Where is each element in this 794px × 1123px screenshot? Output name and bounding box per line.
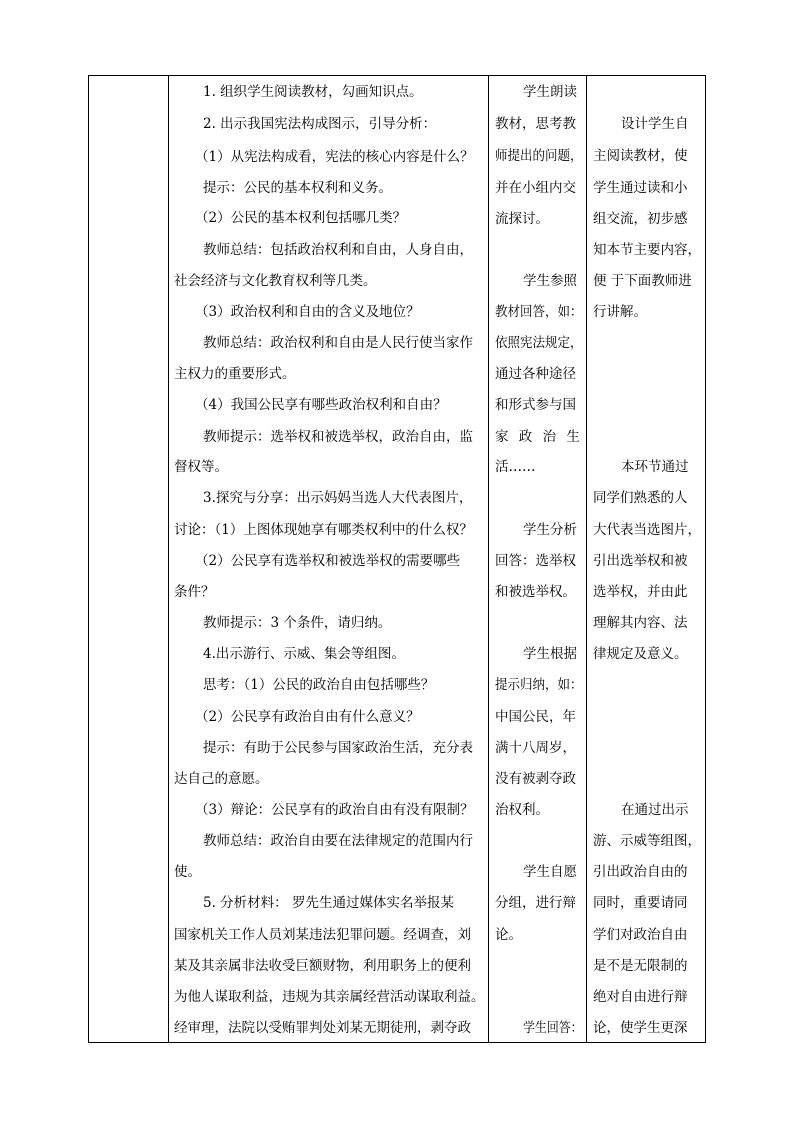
text-line: 引出政治自由的 xyxy=(593,864,688,880)
text-line: 在通过出示 xyxy=(621,802,689,818)
text-line: 学生自愿 xyxy=(523,864,577,880)
column-divider xyxy=(488,76,489,1042)
lesson-plan-table xyxy=(88,75,706,1043)
text-line: 主权力的重要形式。 xyxy=(174,366,296,382)
text-line: 流探讨。 xyxy=(495,211,549,227)
text-line: 游、示威等组图， xyxy=(593,833,701,849)
text-line: 论。 xyxy=(495,927,522,943)
text-line: 提示：有助于公民参与国家政治生活，充分表 xyxy=(203,740,473,756)
text-line: 3.探究与分享：出示妈妈当选人大代表图片， xyxy=(203,490,473,506)
text-line: 达自己的意愿。 xyxy=(174,771,269,787)
text-line: 学生参照 xyxy=(523,273,577,289)
text-line: 提示：公民的基本权利和义务。 xyxy=(203,180,392,196)
text-line: 知本节主要内容， xyxy=(593,242,701,258)
text-line: （3）辩论：公民享有的政治自由有没有限制？ xyxy=(195,802,474,818)
text-line: 提示归纳，如： xyxy=(495,677,583,693)
text-line: 社会经济与文化教育权利等几类。 xyxy=(174,273,377,289)
text-line: 条件？ xyxy=(174,584,215,600)
text-line: 某及其亲属非法收受巨额财物，利用职务上的便利 xyxy=(174,958,471,974)
text-line: 国家机关工作人员刘某违法犯罪问题。经调查，刘 xyxy=(174,927,471,943)
text-line: 教师总结：政治权利和自由是人民行使当家作 xyxy=(203,335,473,351)
text-line: 行讲解。 xyxy=(593,304,647,320)
text-line: 律规定及意义。 xyxy=(593,646,688,662)
text-line: 教师提示：选举权和被选举权，政治自由，监 xyxy=(203,429,473,445)
text-line: 治权利。 xyxy=(495,802,549,818)
column-divider xyxy=(168,76,169,1042)
text-line: 4.出示游行、示威、集会等组图。 xyxy=(203,646,405,662)
text-line: 教材，思考教 xyxy=(495,116,576,132)
text-line: 中国公民，年 xyxy=(495,709,576,725)
text-line: （2）公民的基本权利包括哪几类？ xyxy=(195,210,407,226)
text-line: 绝对自由进行辩 xyxy=(593,989,688,1005)
text-line: 学生分析 xyxy=(523,522,577,538)
text-line: 论，使学生更深 xyxy=(593,1020,688,1036)
text-line: （2）公民享有选举权和被选举权的需要哪些 xyxy=(195,553,461,569)
text-line: 同学们熟悉的人 xyxy=(593,490,688,506)
column-divider xyxy=(586,76,587,1042)
text-line: 经审理，法院以受贿罪判处刘某无期徒刑，剥夺政 xyxy=(174,1020,471,1036)
text-line: 讨论：（1）上图体现她享有哪类权利中的什么权？ xyxy=(174,522,473,538)
text-line: 家 政 治 生 xyxy=(495,429,580,445)
text-line: 本环节通过 xyxy=(621,459,689,475)
text-line: 没有被剥夺政 xyxy=(495,771,576,787)
text-line: 并在小组内交 xyxy=(495,180,576,196)
text-line: 学们对政治自由 xyxy=(593,927,688,943)
text-line: 教材回答，如： xyxy=(495,304,583,320)
text-line: （3）政治权利和自由的含义及地位？ xyxy=(195,304,420,320)
text-line: 思考：（1）公民的政治自由包括哪些？ xyxy=(203,677,435,693)
text-line: 和形式参与国 xyxy=(495,397,576,413)
text-line: 大代表当选图片， xyxy=(593,522,701,538)
text-line: 2. 出示我国宪法构成图示，引导分析： xyxy=(203,116,437,132)
text-line: 是不是无限制的 xyxy=(593,958,688,974)
text-line: 学生朗读 xyxy=(523,84,577,100)
text-line: 督权等。 xyxy=(174,459,228,475)
text-line: 满十八周岁， xyxy=(495,740,576,756)
text-line: 分组，进行辩 xyxy=(495,895,576,911)
text-line: 依照宪法规定， xyxy=(495,335,583,351)
text-line: 1. 组织学生阅读教材，勾画知识点。 xyxy=(203,84,423,100)
text-line: 回答：选举权 xyxy=(495,553,576,569)
text-line: 便 于下面教师进 xyxy=(593,273,692,289)
text-line: （4）我国公民享有哪些政治权利和自由？ xyxy=(195,397,447,413)
text-line: 学生回答： xyxy=(523,1020,583,1036)
text-line: 和被选举权。 xyxy=(495,584,576,600)
text-line: 教师总结：包括政治权利和自由，人身自由， xyxy=(203,242,473,258)
text-line: 5. 分析材料： 罗先生通过媒体实名举报某 xyxy=(203,895,454,911)
text-line: 理解其内容、法 xyxy=(593,615,688,631)
text-line: 学生根据 xyxy=(523,646,577,662)
text-line: 学生通过读和小 xyxy=(593,180,688,196)
text-line: 教师总结：政治自由要在法律规定的范围内行 xyxy=(203,833,473,849)
text-line: 同时，重要请同 xyxy=(593,895,688,911)
text-line: （2）公民享有政治自由有什么意义？ xyxy=(195,709,420,725)
text-line: 使。 xyxy=(174,864,201,880)
text-line: 为他人谋取利益，违规为其亲属经营活动谋取利益。 xyxy=(174,989,485,1005)
text-line: 教师提示：3 个条件，请归纳。 xyxy=(203,615,392,631)
text-line: 设计学生自 xyxy=(621,116,689,132)
text-line: 组交流，初步感 xyxy=(593,211,688,227)
text-line: 师提出的问题， xyxy=(495,148,583,164)
text-line: 主阅读教材，使 xyxy=(593,148,688,164)
text-line: 引出选举权和被 xyxy=(593,553,688,569)
text-line: 通过各种途径 xyxy=(495,366,576,382)
text-line: （1）从宪法构成看，宪法的核心内容是什么？ xyxy=(195,149,474,165)
text-line: 选举权，并由此 xyxy=(593,584,688,600)
text-line: 活…… xyxy=(495,459,536,475)
